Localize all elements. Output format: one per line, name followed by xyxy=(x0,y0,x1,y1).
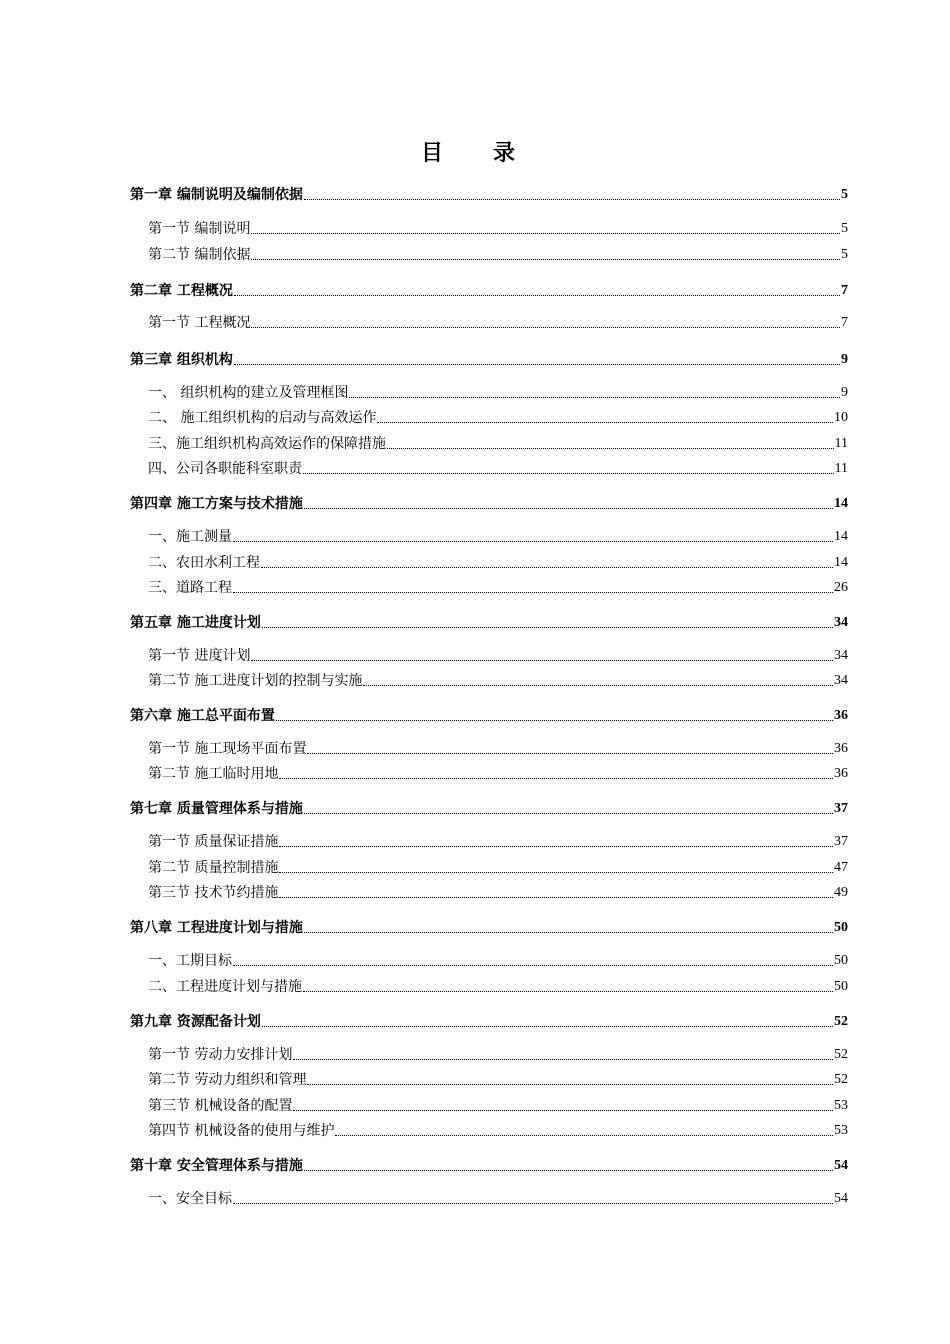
toc-page-number: 54 xyxy=(834,1158,848,1173)
toc-entry-label: 三、施工组织机构高效运作的保障措施 xyxy=(148,436,386,452)
toc-section-entry[interactable] xyxy=(130,739,848,759)
toc-entry-label: 第二节 编制依据 xyxy=(148,247,251,263)
toc-section-entry[interactable] xyxy=(130,459,848,479)
toc-page-number: 14 xyxy=(834,555,848,570)
toc-chapter-entry[interactable] xyxy=(130,281,848,301)
toc-page-number: 11 xyxy=(834,461,848,476)
toc-section-entry[interactable] xyxy=(130,858,848,878)
toc-section-entry[interactable] xyxy=(130,671,848,691)
toc-section-entry[interactable] xyxy=(130,977,848,997)
toc-page-number: 34 xyxy=(834,648,848,663)
toc-dot-leader xyxy=(251,658,833,661)
toc-dot-leader xyxy=(304,811,833,814)
toc-dot-leader xyxy=(293,1057,833,1060)
toc-title: 目 录 xyxy=(420,141,529,166)
toc-dot-leader xyxy=(349,395,840,398)
toc-entry-label: 一、安全目标 xyxy=(148,1191,232,1207)
toc-page-number: 50 xyxy=(834,920,848,935)
toc-chapter-entry[interactable] xyxy=(130,494,848,514)
toc-page-number: 54 xyxy=(834,1191,848,1206)
toc-chapter-entry[interactable] xyxy=(130,613,848,633)
toc-dot-leader xyxy=(233,963,833,966)
toc-dot-leader xyxy=(233,1201,833,1204)
toc-entry-label: 一、 组织机构的建立及管理框图 xyxy=(148,385,349,401)
toc-page-number: 26 xyxy=(834,580,848,595)
toc-page-number: 50 xyxy=(834,979,848,994)
toc-page-number: 14 xyxy=(834,496,848,511)
toc-dot-leader xyxy=(251,325,840,328)
toc-chapter-entry[interactable] xyxy=(130,1012,848,1032)
toc-dot-leader xyxy=(262,1024,833,1027)
toc-dot-leader xyxy=(387,446,834,449)
toc-section-entry[interactable] xyxy=(130,383,848,403)
toc-dot-leader xyxy=(304,930,833,933)
toc-page-number: 10 xyxy=(834,410,848,425)
toc-dot-leader xyxy=(304,197,840,200)
toc-entry-label: 第十章 安全管理体系与措施 xyxy=(130,1158,303,1174)
toc-section-entry[interactable] xyxy=(130,434,848,454)
toc-entry-label: 第一节 施工现场平面布置 xyxy=(148,741,307,757)
toc-dot-leader xyxy=(304,1168,833,1171)
toc-entry-label: 二、工程进度计划与措施 xyxy=(148,979,302,995)
toc-dot-leader xyxy=(279,844,833,847)
toc-dot-leader xyxy=(303,989,833,992)
toc-entry-label: 第一节 编制说明 xyxy=(148,221,251,237)
toc-page-number: 34 xyxy=(834,615,848,630)
toc-section-entry[interactable] xyxy=(130,832,848,852)
toc-page-number: 50 xyxy=(834,953,848,968)
toc-chapter-entry[interactable] xyxy=(130,1156,848,1176)
toc-dot-leader xyxy=(335,1133,833,1136)
toc-dot-leader xyxy=(233,539,833,542)
toc-section-entry[interactable] xyxy=(130,1045,848,1065)
toc-page-number: 36 xyxy=(834,766,848,781)
toc-page-number: 47 xyxy=(834,860,848,875)
toc-section-entry[interactable] xyxy=(130,219,848,239)
toc-entry-label: 第六章 施工总平面布置 xyxy=(130,708,275,724)
toc-dot-leader xyxy=(377,420,833,423)
toc-section-entry[interactable] xyxy=(130,408,848,428)
toc-chapter-entry[interactable] xyxy=(130,799,848,819)
toc-section-entry[interactable] xyxy=(130,1070,848,1090)
toc-entry-label: 第一节 劳动力安排计划 xyxy=(148,1047,293,1063)
toc-page-number: 36 xyxy=(834,708,848,723)
toc-page-number: 53 xyxy=(834,1098,848,1113)
toc-page-number: 9 xyxy=(841,352,848,367)
toc-dot-leader xyxy=(233,590,833,593)
toc-entry-label: 第二节 劳动力组织和管理 xyxy=(148,1072,307,1088)
toc-page-number: 11 xyxy=(834,436,848,451)
toc-dot-leader xyxy=(276,718,833,721)
toc-entry-label: 第四节 机械设备的使用与维护 xyxy=(148,1123,335,1139)
toc-dot-leader xyxy=(262,625,833,628)
toc-chapter-entry[interactable] xyxy=(130,918,848,938)
toc-entry-label: 第一节 进度计划 xyxy=(148,648,251,664)
toc-dot-leader xyxy=(251,231,840,234)
toc-page-number: 5 xyxy=(841,247,848,262)
toc-page-number: 34 xyxy=(834,673,848,688)
toc-dot-leader xyxy=(261,565,833,568)
toc-page-number: 37 xyxy=(834,834,848,849)
toc-entry-label: 二、农田水利工程 xyxy=(148,555,260,571)
toc-dot-leader xyxy=(251,257,840,260)
toc-page-number: 5 xyxy=(841,187,848,202)
toc-entry-label: 第五章 施工进度计划 xyxy=(130,615,261,631)
toc-section-entry[interactable] xyxy=(130,313,848,333)
toc-entry-label: 第二节 施工进度计划的控制与实施 xyxy=(148,673,363,689)
toc-page-number: 52 xyxy=(834,1072,848,1087)
toc-entry-label: 第二节 质量控制措施 xyxy=(148,860,279,876)
toc-entry-label: 第七章 质量管理体系与措施 xyxy=(130,801,303,817)
toc-dot-leader xyxy=(234,362,840,365)
toc-chapter-entry[interactable] xyxy=(130,706,848,726)
toc-dot-leader xyxy=(304,506,833,509)
toc-dot-leader xyxy=(307,1082,833,1085)
toc-section-entry[interactable] xyxy=(130,883,848,903)
toc-entry-label: 三、道路工程 xyxy=(148,580,232,596)
toc-page-number: 7 xyxy=(841,315,848,330)
toc-entry-label: 第一节 工程概况 xyxy=(148,315,251,331)
toc-section-entry[interactable] xyxy=(130,1121,848,1141)
toc-page-number: 14 xyxy=(834,529,848,544)
toc-page-number: 52 xyxy=(834,1047,848,1062)
toc-chapter-entry[interactable] xyxy=(130,350,848,370)
toc-dot-leader xyxy=(279,776,833,779)
toc-entry-label: 四、公司各职能科室职责 xyxy=(148,461,302,477)
toc-entry-label: 第一节 质量保证措施 xyxy=(148,834,279,850)
toc-section-entry[interactable] xyxy=(130,1189,848,1209)
toc-entry-label: 第一章 编制说明及编制依据 xyxy=(130,187,303,203)
toc-dot-leader xyxy=(279,870,833,873)
toc-section-entry[interactable] xyxy=(130,578,848,598)
toc-dot-leader xyxy=(279,895,833,898)
toc-section-entry[interactable] xyxy=(130,553,848,573)
toc-section-entry[interactable] xyxy=(130,951,848,971)
toc-section-entry[interactable] xyxy=(130,527,848,547)
toc-section-entry[interactable] xyxy=(130,764,848,784)
toc-entry-label: 一、工期目标 xyxy=(148,953,232,969)
toc-section-entry[interactable] xyxy=(130,245,848,265)
toc-entry-label: 第八章 工程进度计划与措施 xyxy=(130,920,303,936)
toc-entry-label: 第四章 施工方案与技术措施 xyxy=(130,496,303,512)
toc-page-number: 9 xyxy=(841,385,848,400)
toc-dot-leader xyxy=(234,293,840,296)
toc-chapter-entry[interactable] xyxy=(130,185,848,205)
toc-page-number: 53 xyxy=(834,1123,848,1138)
toc-entry-label: 第三节 技术节约措施 xyxy=(148,885,279,901)
toc-page-number: 52 xyxy=(834,1014,848,1029)
toc-page-number: 7 xyxy=(841,283,848,298)
toc-entry-label: 第三章 组织机构 xyxy=(130,352,233,368)
toc-dot-leader xyxy=(293,1108,833,1111)
table-of-contents xyxy=(130,0,848,1344)
toc-section-entry[interactable] xyxy=(130,1096,848,1116)
toc-page-number: 37 xyxy=(834,801,848,816)
toc-entry-label: 第三节 机械设备的配置 xyxy=(148,1098,293,1114)
toc-page-number: 36 xyxy=(834,741,848,756)
toc-page-number: 49 xyxy=(834,885,848,900)
toc-entry-label: 二、 施工组织机构的启动与高效运作 xyxy=(148,410,377,426)
toc-entry-label: 一、施工测量 xyxy=(148,529,232,545)
toc-page-number: 5 xyxy=(841,221,848,236)
toc-dot-leader xyxy=(307,751,833,754)
toc-dot-leader xyxy=(303,471,834,474)
toc-entry-label: 第二节 施工临时用地 xyxy=(148,766,279,782)
toc-entry-label: 第二章 工程概况 xyxy=(130,283,233,299)
toc-dot-leader xyxy=(363,683,833,686)
toc-entry-label: 第九章 资源配备计划 xyxy=(130,1014,261,1030)
toc-section-entry[interactable] xyxy=(130,646,848,666)
